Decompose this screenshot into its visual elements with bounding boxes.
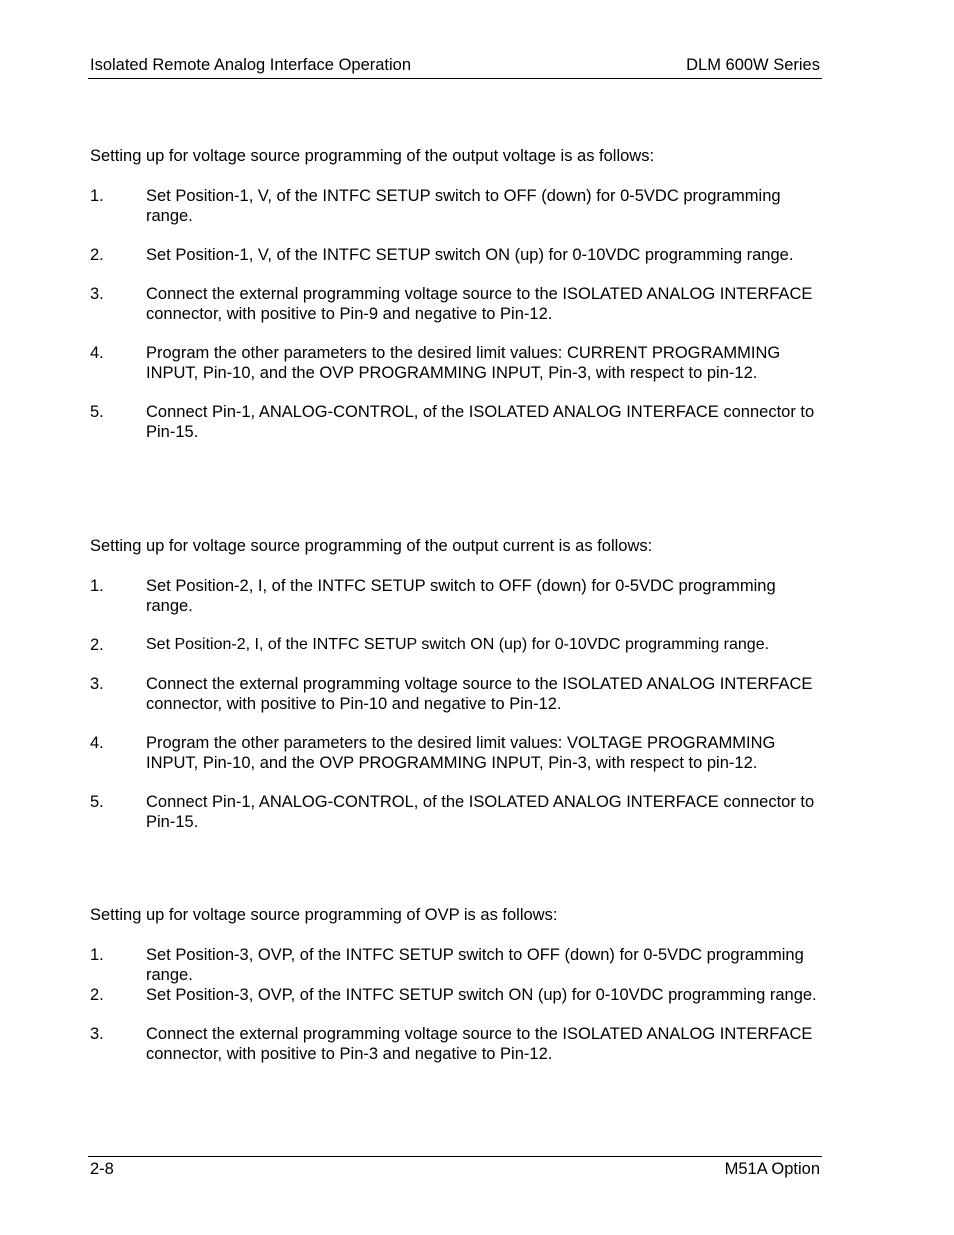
item-number: 5. (90, 793, 104, 811)
page-footer (88, 1156, 822, 1181)
page-number: 2-8 (90, 1160, 114, 1178)
list-item (90, 576, 820, 616)
section-output-voltage (90, 146, 820, 461)
list-item (90, 635, 820, 655)
page-header (88, 56, 822, 79)
list-item (90, 792, 820, 832)
list-item (90, 733, 820, 773)
item-text: Program the other parameters to the desired limit values: VOLTAGE PROGRAMMING INPUT, Pin-10, and the OVP PROGRAMMING INPUT, Pin-3, with respect to pin-12. (146, 734, 776, 772)
item-text: Set Position-2, I, of the INTFC SETUP switch ON (up) for 0-10VDC programming range. (146, 636, 770, 653)
header-title: Isolated Remote Analog Interface Operation (90, 56, 412, 74)
header-series: DLM 600W Series (686, 56, 820, 74)
item-number: 1. (90, 577, 104, 595)
item-number: 2. (90, 246, 104, 264)
item-text: Set Position-1, V, of the INTFC SETUP switch to OFF (down) for 0-5VDC programming range. (146, 187, 781, 225)
list-item (90, 343, 820, 383)
item-number: 1. (90, 946, 104, 964)
item-text: Connect the external programming voltage source to the ISOLATED ANALOG INTERFACE connector, with positive to Pin-10 and negative to Pin-12. (146, 675, 813, 713)
item-text: Set Position-3, OVP, of the INTFC SETUP switch ON (up) for 0-10VDC programming range. (146, 986, 817, 1004)
list-item (90, 1024, 820, 1064)
section-intro: Setting up for voltage source programming of the output voltage is as follows: (90, 147, 655, 165)
section-output-current (90, 536, 820, 851)
list-item (90, 245, 820, 265)
item-number: 4. (90, 344, 104, 362)
item-number: 3. (90, 1025, 104, 1043)
item-number: 4. (90, 734, 104, 752)
item-text: Connect Pin-1, ANALOG-CONTROL, of the ISOLATED ANALOG INTERFACE connector to Pin-15. (146, 793, 815, 831)
item-number: 2. (90, 636, 104, 654)
list-item (90, 402, 820, 442)
list-item (90, 284, 820, 324)
item-number: 1. (90, 187, 104, 205)
item-number: 3. (90, 285, 104, 303)
item-text: Set Position-1, V, of the INTFC SETUP switch ON (up) for 0-10VDC programming range. (146, 246, 794, 264)
item-text: Program the other parameters to the desired limit values: CURRENT PROGRAMMING INPUT, Pin-10, and the OVP PROGRAMMING INPUT, Pin-3, with respect to pin-12. (146, 344, 781, 382)
item-text: Connect the external programming voltage source to the ISOLATED ANALOG INTERFACE connector, with positive to Pin-9 and negative to Pin-12. (146, 285, 813, 323)
item-text: Connect the external programming voltage source to the ISOLATED ANALOG INTERFACE connector, with positive to Pin-3 and negative to Pin-12. (146, 1025, 813, 1063)
footer-option: M51A Option (724, 1160, 820, 1178)
item-text: Set Position-3, OVP, of the INTFC SETUP switch to OFF (down) for 0-5VDC programming range. (146, 946, 804, 984)
list-item (90, 945, 820, 985)
item-number: 2. (90, 986, 104, 1004)
section-ovp (90, 905, 820, 1083)
list-item (90, 186, 820, 226)
item-text: Connect Pin-1, ANALOG-CONTROL, of the ISOLATED ANALOG INTERFACE connector to Pin-15. (146, 403, 815, 441)
item-number: 5. (90, 403, 104, 421)
item-number: 3. (90, 675, 104, 693)
list-item (90, 985, 820, 1005)
section-intro: Setting up for voltage source programming of OVP is as follows: (90, 906, 558, 924)
item-text: Set Position-2, I, of the INTFC SETUP switch to OFF (down) for 0-5VDC programming range. (146, 577, 776, 615)
list-item (90, 674, 820, 714)
section-intro: Setting up for voltage source programming of the output current is as follows: (90, 537, 653, 555)
